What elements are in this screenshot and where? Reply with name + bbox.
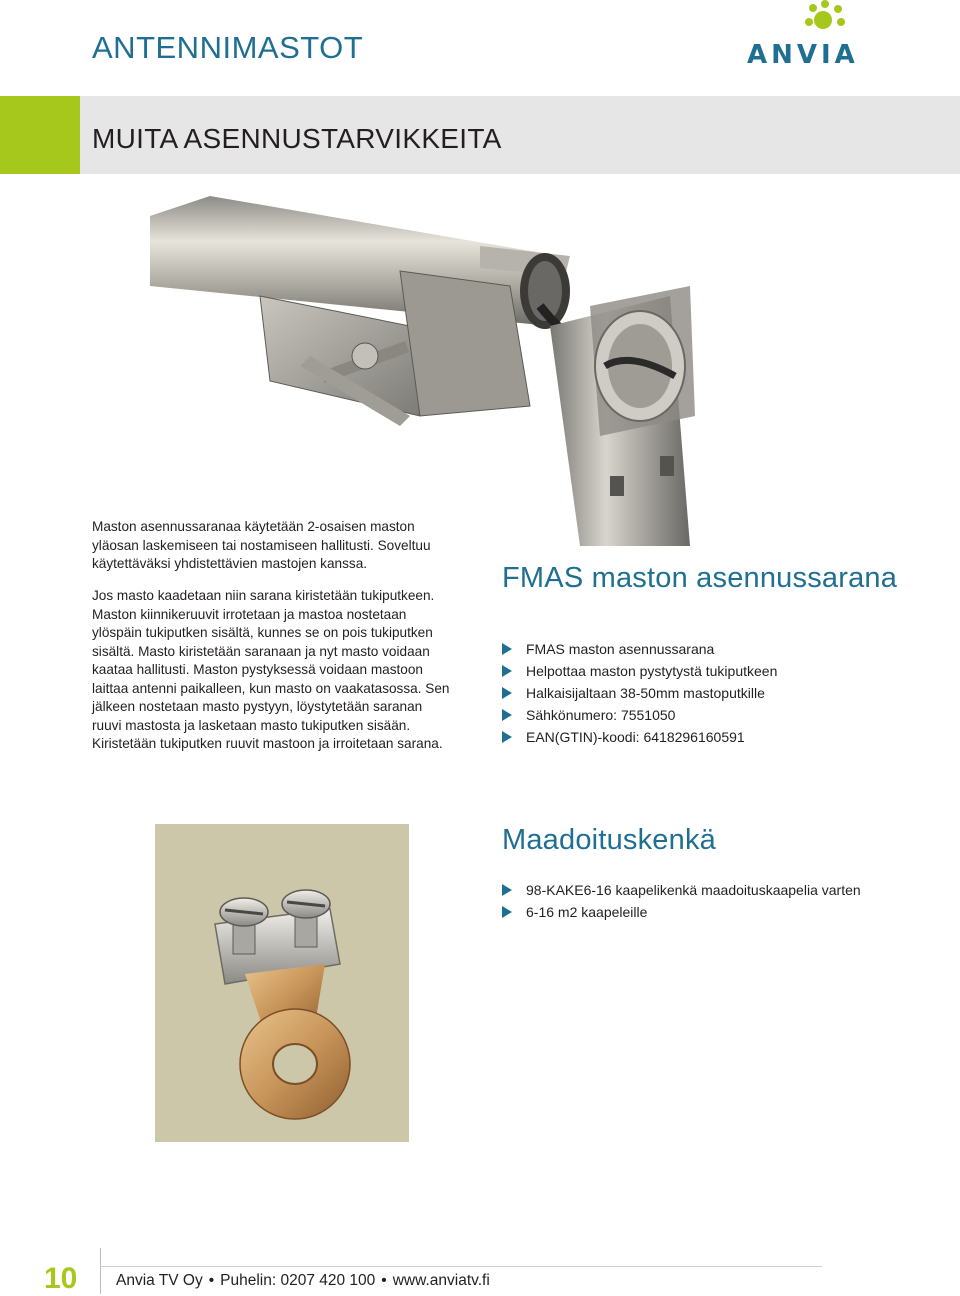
- intro-paragraph: Maston asennussaranaa käytetään 2-osaisen maston yläosan laskemiseen tai nostamiseen hallitusti. Soveltuu käytettäväksi yhdistettävien mastojen kanssa.: [92, 519, 431, 571]
- mast-hinge-photo: [150, 176, 710, 546]
- list-item-text: 98-KAKE6-16 kaapelikenkä maadoituskaapelia varten: [526, 882, 861, 898]
- banner-accent-block: [0, 96, 80, 174]
- grounding-heading: Maadoituskenkä: [502, 824, 716, 856]
- list-item: [502, 682, 777, 704]
- separator-dot-icon: •: [208, 1272, 215, 1289]
- instructions-paragraph: Jos masto kaadetaan niin sarana kiristetään tukiputkeen. Maston kiinnikeruuvit irrotetaan ja mastoa nostetaan ylöspäin tukiputken sisältä, kunnes se on pois tukiputken sisältä. Masto kiristetään saranaan ja nyt masto voidaan kaataa hallitusti. Maston pystyksessä voidaan mastoon laittaa antenni paikalleen, kun masto on vaakatasossa. Sen jälkeen nostetaan masto pystyyn, löystytetään saranan ruuvi mastosta ja lasketaan masto tukiputken sisään. Kiristetään tukiputken ruuvit mastoon ja irroitetaan sarana.: [92, 588, 450, 751]
- bullet-arrow-icon: [502, 906, 512, 918]
- list-item-text: EAN(GTIN)-koodi: 6418296160591: [526, 729, 745, 745]
- bullet-arrow-icon: [502, 709, 512, 721]
- footer-contact: [116, 1272, 490, 1290]
- bullet-arrow-icon: [502, 665, 512, 677]
- footer-divider-vertical: [100, 1248, 101, 1294]
- logo-wordmark: ANVIA: [747, 40, 859, 70]
- separator-dot-icon: •: [381, 1272, 387, 1289]
- list-item: [502, 660, 777, 682]
- grounding-shoe-photo: [155, 824, 409, 1142]
- bullet-arrow-icon: [502, 731, 512, 743]
- list-item: [502, 879, 861, 901]
- list-item: [502, 901, 861, 923]
- bullet-arrow-icon: [502, 884, 512, 896]
- grounding-feature-list: [502, 879, 861, 923]
- bullet-arrow-icon: [502, 643, 512, 655]
- page-title: MUITA ASENNUSTARVIKKEITA: [92, 123, 502, 154]
- bullet-arrow-icon: [502, 687, 512, 699]
- list-item: [502, 638, 777, 660]
- footer-phone: Puhelin: 0207 420 100: [220, 1272, 376, 1289]
- fmas-feature-list: [502, 638, 777, 748]
- footer-company: Anvia TV Oy: [116, 1272, 203, 1289]
- list-item-text: Halkaisijaltaan 38-50mm mastoputkille: [526, 685, 765, 701]
- footer-website-link[interactable]: www.anviatv.fi: [392, 1272, 490, 1289]
- list-item-text: 6-16 m2 kaapeleille: [526, 904, 648, 920]
- list-item-text: Helpottaa maston pystytystä tukiputkeen: [526, 663, 778, 679]
- fmas-heading: FMAS maston asennussarana: [502, 562, 898, 594]
- list-item-text: Sähkönumero: 7551050: [526, 707, 676, 723]
- page-number: 10: [44, 1262, 78, 1295]
- list-item-text: FMAS maston asennussarana: [526, 641, 715, 657]
- footer-divider-horizontal: [100, 1266, 822, 1267]
- section-title: ANTENNIMASTOT: [92, 30, 364, 65]
- list-item: [502, 704, 777, 726]
- list-item: [502, 726, 777, 748]
